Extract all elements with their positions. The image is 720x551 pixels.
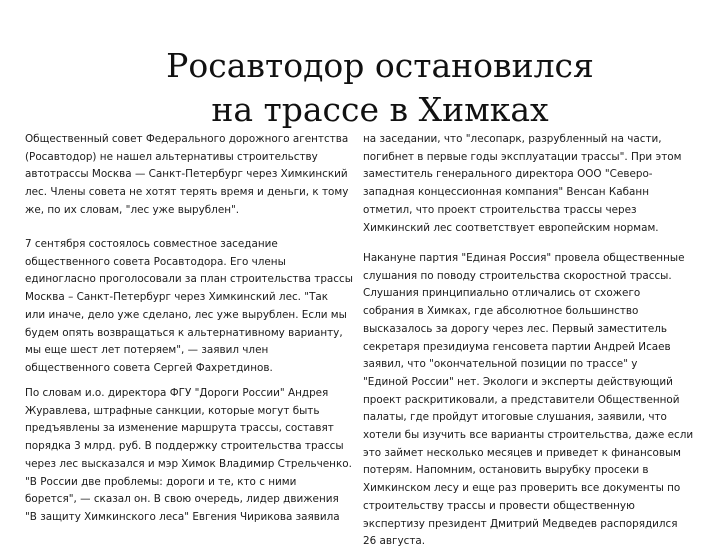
slide-title — [120, 44, 640, 132]
text-line: отметил, что проект строительства трассы через — [363, 203, 637, 216]
text-line: Общественный совет Федерального дорожного агентства — [25, 133, 349, 145]
text-line: (Росавтодор) не нашел альтернативы строительству — [25, 150, 318, 163]
text-line: 7 сентября состоялось совместное заседание — [25, 238, 278, 250]
text-line: общественного совета Росавтодора. Его члены — [25, 255, 286, 268]
text-line: слушания по поводу строительства скоростной трассы. — [363, 269, 672, 282]
text-line: Накануне партия "Единая Россия" провела общественные — [363, 252, 685, 264]
text-line: строительству трассы и провести общественную — [363, 499, 635, 512]
text-line: "В России две проблемы: дороги и те, кто с ними — [25, 475, 297, 488]
text-line: высказалось за дорогу через лес. Первый заместитель — [363, 322, 668, 335]
right-paragraph-2 — [363, 250, 693, 551]
paragraph-text — [25, 236, 353, 378]
text-line: заместитель генерального директора ООО "Северо- — [363, 168, 653, 181]
text-line: погибнет в первые годы эксплуатации трассы". При этом — [363, 150, 682, 163]
text-line: предъявлены за изменение маршрута трассы, составят — [25, 422, 334, 435]
paragraph-text — [363, 250, 693, 551]
left-paragraph-1 — [25, 131, 348, 220]
text-line: Слушания принципиально отличались от схожего — [363, 287, 641, 300]
text-line: секретаря президиума генсовета партии Андрей Исаев — [363, 340, 671, 353]
title-line-2: на трассе в Химках — [211, 90, 549, 130]
text-line: на заседании, что "лесопарк, разрубленный на части, — [363, 133, 662, 145]
text-line: По словам и.о. директора ФГУ "Дороги России" Андрея — [25, 387, 329, 399]
text-line: 26 августа. — [363, 535, 426, 548]
text-line: хотели бы изучить все варианты строительства, даже если — [363, 429, 694, 442]
text-line: заявил, что "окончательной позиции по трассе" у — [363, 358, 638, 371]
text-line: палаты, где пройдут итоговые слушания, заявили, что — [363, 411, 667, 424]
text-line: это займет несколько месяцев и приведет к финансовым — [363, 446, 682, 459]
right-paragraph-1 — [363, 131, 681, 237]
paragraph-text — [25, 385, 352, 527]
text-line: Химкинский лес соответствует европейским нормам. — [363, 221, 659, 234]
text-line: "В защиту Химкинского леса" Евгения Чирикова заявила — [25, 510, 340, 523]
text-line: Журавлева, штрафные санкции, которые могут быть — [25, 404, 320, 417]
title-line-1: Росавтодор остановился — [166, 46, 594, 86]
paragraph-text — [363, 131, 681, 237]
text-line: западная концессионная компания" Венсан Кабанн — [363, 186, 649, 199]
left-paragraph-3 — [25, 385, 352, 527]
text-line: борется", — сказал он. В свою очередь, лидер движения — [25, 493, 339, 506]
text-line: автотрассы Москва — Санкт-Петербург через Химкинский — [25, 168, 348, 181]
paragraph-text — [25, 131, 348, 220]
text-line: же, по их словам, "лес уже вырублен". — [25, 203, 240, 216]
text-line: общественного совета Сергей Фахретдинов. — [25, 361, 273, 374]
text-line: порядка 3 млрд. руб. В поддержку строительства трассы — [25, 440, 344, 453]
text-line: экспертизу президент Дмитрий Медведев распорядился — [363, 517, 678, 530]
text-line: Москва – Санкт-Петербург через Химкинский лес. "Так — [25, 291, 329, 304]
text-line: "Единой России" нет. Экологи и эксперты действующий — [363, 375, 673, 388]
text-line: будем опять возвращаться к альтернативному варианту, — [25, 326, 343, 339]
text-line: лес. Члены совета не хотят терять время и деньги, к тому — [25, 186, 349, 199]
text-line: или иначе, дело уже сделано, лес уже вырублен. Если мы — [25, 308, 347, 321]
text-line: потерям. Напомним, остановить вырубку просеки в — [363, 464, 649, 477]
left-paragraph-2 — [25, 236, 353, 378]
text-line: через лес высказался и мэр Химок Владимир Стрельченко. — [25, 457, 352, 470]
text-line: мы еще шест лет потеряем", — заявил член — [25, 344, 269, 357]
text-line: Химкинском лесу и еще раз проверить все документы по — [363, 482, 681, 495]
text-line: собрания в Химках, где абсолютное большинство — [363, 305, 639, 318]
text-line: проект раскритиковали, а представители Общественной — [363, 393, 680, 406]
text-line: единогласно проголосовали за план строительства трассы — [25, 273, 353, 286]
